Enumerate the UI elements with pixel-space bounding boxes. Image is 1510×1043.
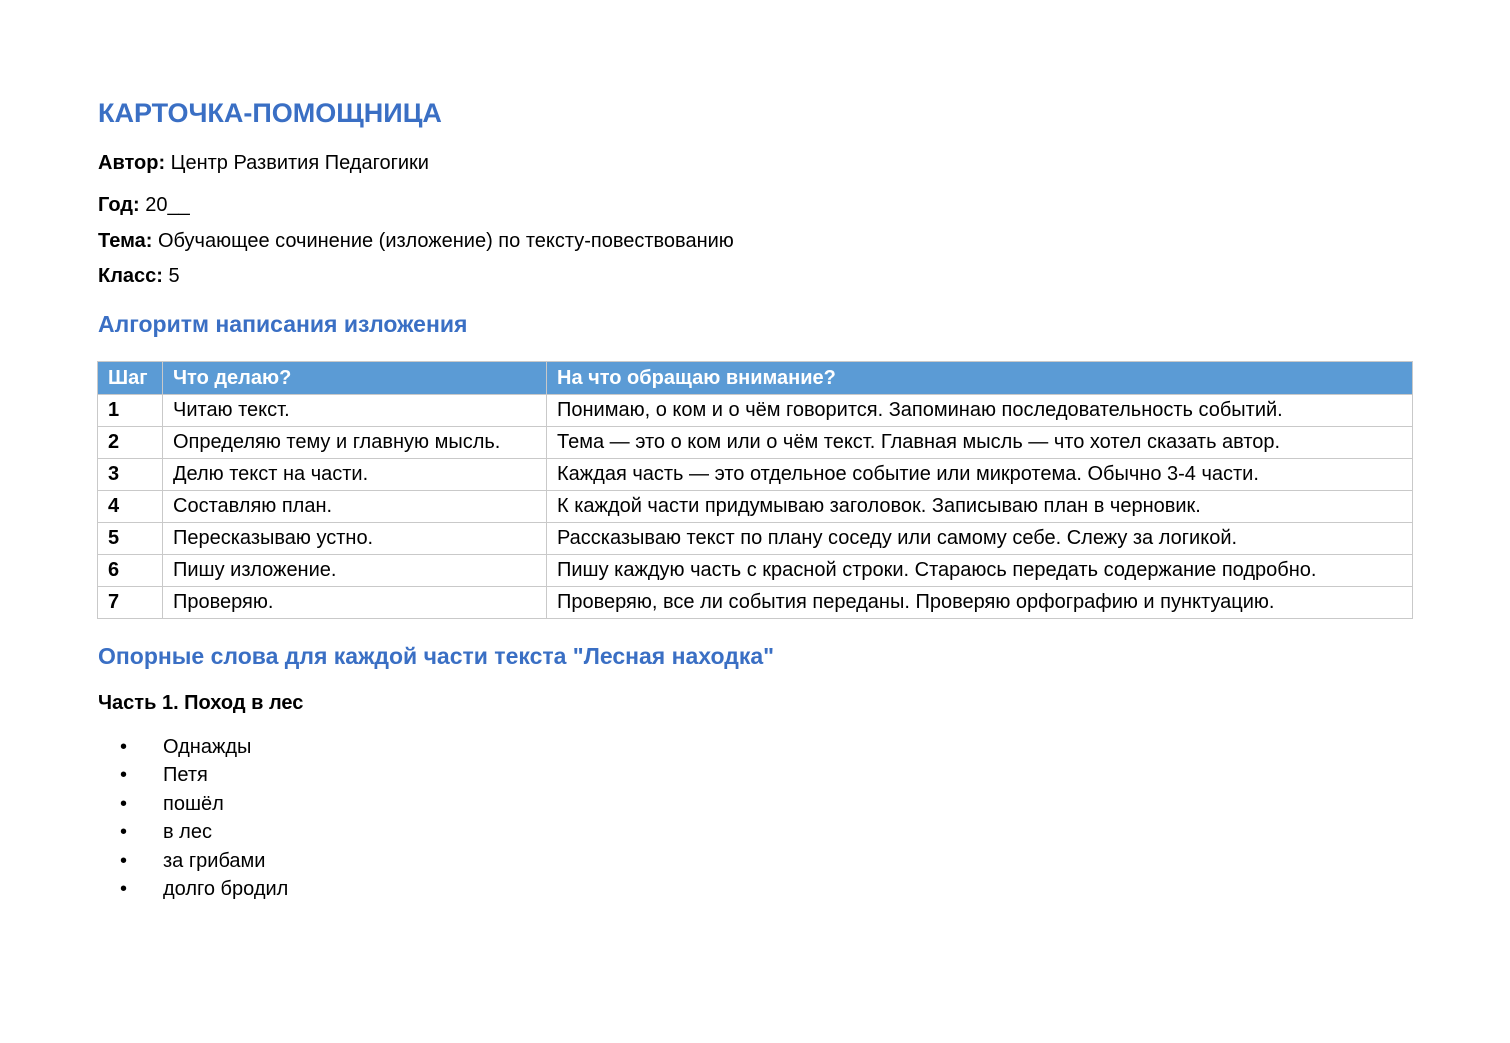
topic-line (98, 229, 734, 253)
table-row (98, 491, 1413, 523)
table-row (98, 587, 1413, 619)
step-action: Делю текст на части. (163, 459, 547, 491)
bullet-icon: • (120, 877, 128, 900)
step-action: Определяю тему и главную мысль. (163, 427, 547, 459)
bullet-icon: • (120, 736, 128, 758)
bullet-icon: • (120, 764, 128, 787)
table-row (98, 395, 1413, 427)
grade-value: 5 (168, 265, 180, 287)
bullet-icon: • (120, 792, 128, 815)
step-attention: К каждой части придумываю заголовок. Записываю план в черновик. (547, 491, 1413, 523)
step-number: 6 (98, 555, 163, 587)
step-action: Пишу изложение. (163, 555, 547, 587)
document-title: КАРТОЧКА-ПОМОЩНИЦА (98, 98, 442, 128)
step-action: Пересказываю устно. (163, 523, 547, 555)
step-action: Читаю текст. (163, 395, 547, 427)
algorithm-heading: Алгоритм написания изложения (98, 311, 468, 337)
step-number: 3 (98, 459, 163, 491)
word-text: за грибами (163, 849, 266, 872)
column-header-attention: На что обращаю внимание? (547, 362, 1413, 395)
list-item (98, 818, 288, 846)
step-action: Составляю план. (163, 491, 547, 523)
step-number: 2 (98, 427, 163, 459)
list-item (98, 875, 288, 903)
support-words-heading: Опорные слова для каждой части текста "Лесная находка" (98, 643, 775, 669)
step-number: 5 (98, 523, 163, 555)
table-row (98, 555, 1413, 587)
topic-value: Обучающее сочинение (изложение) по тексту-повествованию (157, 230, 734, 252)
table-row (98, 459, 1413, 491)
author-label: Автор: (98, 152, 166, 174)
table-row (98, 523, 1413, 555)
bullet-icon: • (120, 821, 128, 844)
table-row (98, 427, 1413, 459)
list-item (98, 847, 288, 875)
step-attention: Каждая часть — это отдельное событие или микротема. Обычно 3-4 части. (547, 459, 1413, 491)
word-text: пошёл (163, 792, 224, 815)
step-number: 1 (98, 395, 163, 427)
grade-line (98, 264, 180, 288)
list-item (98, 733, 288, 761)
author-line (98, 151, 429, 175)
step-attention: Понимаю, о ком и о чём говорится. Запоминаю последовательность событий. (547, 395, 1413, 427)
support-words-list (98, 733, 288, 903)
part-heading: Часть 1. Поход в лес (98, 692, 304, 714)
step-attention: Проверяю, все ли события переданы. Проверяю орфографию и пунктуацию. (547, 587, 1413, 619)
step-attention: Тема — это о ком или о чём текст. Главная мысль — что хотел сказать автор. (547, 427, 1413, 459)
table-header-row (98, 362, 1413, 395)
algorithm-table (97, 361, 1413, 619)
bullet-icon: • (120, 849, 128, 872)
step-number: 4 (98, 491, 163, 523)
list-item (98, 761, 288, 789)
year-line (98, 193, 190, 217)
grade-label: Класс: (98, 265, 163, 287)
year-label: Год: (98, 194, 140, 216)
word-text: в лес (163, 821, 212, 844)
word-text: долго бродил (163, 877, 289, 900)
column-header-step: Шаг (98, 362, 163, 395)
word-text: Петя (163, 764, 208, 787)
topic-label: Тема: (98, 230, 153, 252)
step-attention: Пишу каждую часть с красной строки. Стараюсь передать содержание подробно. (547, 555, 1413, 587)
year-value: 20__ (145, 194, 190, 216)
word-text: Однажды (163, 736, 252, 758)
column-header-action: Что делаю? (163, 362, 547, 395)
step-attention: Рассказываю текст по плану соседу или самому себе. Слежу за логикой. (547, 523, 1413, 555)
step-number: 7 (98, 587, 163, 619)
list-item (98, 790, 288, 818)
author-value: Центр Развития Педагогики (170, 152, 429, 174)
step-action: Проверяю. (163, 587, 547, 619)
